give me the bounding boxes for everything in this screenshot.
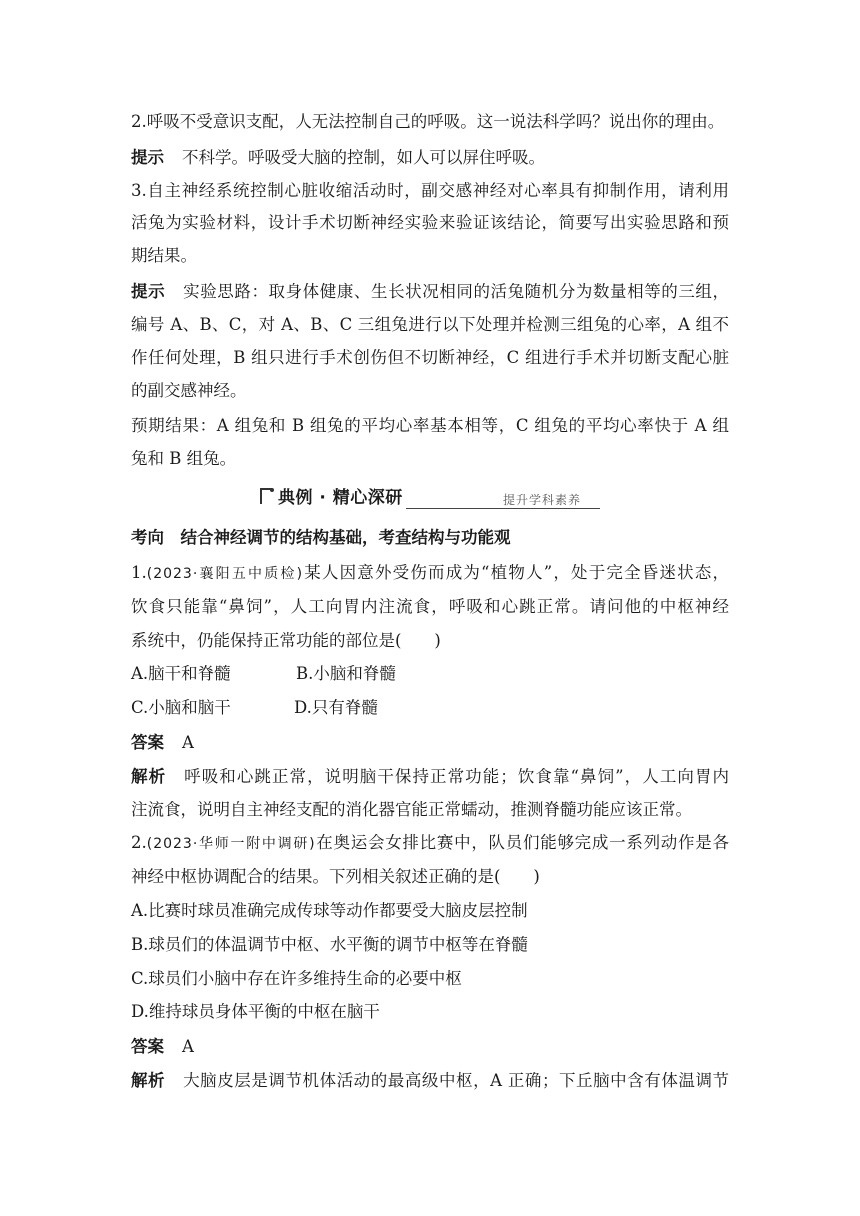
answer-label: 答案 [131, 1037, 164, 1056]
banner-underline [406, 508, 600, 509]
option-b: B.小脑和脊髓 [296, 664, 396, 683]
option-d: D.维持球员身体平衡的中枢在脑干 [131, 1002, 380, 1021]
banner-dot-icon [270, 488, 274, 492]
hint-3-line: 作任何处理，B 组只进行手术创伤但不切断神经，C 组进行手术并切断支配心脏 [131, 348, 729, 367]
section-banner [258, 482, 600, 510]
example-1-options-row [131, 698, 378, 718]
question-3-line: 活兔为实验材料，设计手术切断神经实验来验证该结论，简要写出实验思路和预 [131, 213, 729, 232]
hint-2-text: 不科学。呼吸受大脑的控制，如人可以屏住呼吸。 [182, 148, 545, 167]
option-d: D.只有脊髓 [294, 698, 378, 717]
question-3-line: 3.自主神经系统控制心脏收缩活动时，副交感神经对心率具有抑制作用，请利用 [131, 181, 729, 200]
question-2-text: 2.呼吸不受意识支配，人无法控制自己的呼吸。这一说法科学吗？说出你的理由。 [131, 112, 725, 131]
hint-3-text: 实验思路：取身体健康、生长状况相同的活兔随机分为数量相等的三组， [183, 282, 730, 301]
analysis-text: 呼吸和心跳正常，说明脑干保持正常功能；饮食靠“鼻饲”，人工向胃内 [184, 767, 730, 786]
example-2-line: 神经中枢协调配合的结果。下列相关叙述正确的是( ) [131, 867, 540, 886]
option-a: A.比赛时球员准确完成传球等动作都要受大脑皮层控制 [131, 901, 528, 920]
section-title: 典例 · 精心深研 [278, 488, 403, 508]
analysis-label: 解析 [131, 767, 167, 786]
answer-value: A [182, 1037, 194, 1056]
example-2-number: 2. [131, 833, 147, 852]
expected-result-line: 预期结果：A 组兔和 B 组兔的平均心率基本相等，C 组兔的平均心率快于 A 组 [131, 416, 729, 435]
topic-heading: 考向 结合神经调节的结构基础，考查结构与功能观 [131, 528, 511, 547]
example-1-stem: 某人因意外受伤而成为“植物人”，处于完全昏迷状态， [303, 563, 729, 582]
hint-label: 提示 [131, 148, 164, 167]
option-a: A.脑干和脊髓 [131, 664, 231, 683]
example-1-line: 系统中，仍能保持正常功能的部位是( ) [131, 631, 441, 650]
hint-3-line: 的副交感神经。 [131, 381, 247, 400]
example-1-analysis [131, 767, 729, 787]
example-1-first-line [131, 563, 729, 584]
answer-label: 答案 [131, 733, 164, 752]
example-1-options-row [131, 664, 396, 684]
banner-bracket-icon [258, 484, 272, 506]
hint-3-line: 编号 A、B、C，对 A、B、C 三组兔进行以下处理并检测三组兔的心率，A 组不 [131, 315, 729, 334]
expected-result-line: 兔和 B 组兔。 [131, 449, 237, 468]
hint-3-first-line [131, 282, 729, 302]
option-c: C.球员们小脑中存在许多维持生命的必要中枢 [131, 969, 462, 988]
analysis-text: 大脑皮层是调节机体活动的最高级中枢，A 正确；下丘脑中含有体温调节 [183, 1071, 730, 1090]
example-1-number: 1. [131, 563, 147, 582]
hint-2 [131, 148, 545, 168]
example-1-answer [131, 733, 194, 753]
example-2-answer [131, 1037, 194, 1057]
example-2-source: (2023·华师一附中调研) [146, 836, 316, 852]
example-2-analysis [131, 1071, 729, 1091]
example-1-line: 饮食只能靠“鼻饲”，人工向胃内注流食，呼吸和心跳正常。请问他的中枢神经 [131, 597, 729, 616]
example-2-stem: 在奥运会女排比赛中，队员们能够完成一系列动作是各 [315, 833, 729, 852]
analysis-label: 解析 [131, 1071, 166, 1090]
option-c: C.小脑和脑干 [131, 698, 231, 717]
hint-label: 提示 [131, 282, 166, 301]
example-2-first-line [131, 833, 729, 854]
option-b: B.球员们的体温调节中枢、水平衡的调节中枢等在脊髓 [131, 935, 528, 954]
example-1-analysis-line: 注流食，说明自主神经支配的消化器官能正常蠕动，推测脊髓功能应该正常。 [131, 800, 692, 819]
section-subtitle: 提升学科素养 [503, 493, 582, 507]
answer-value: A [182, 733, 194, 752]
example-1-source: (2023·襄阳五中质检) [146, 566, 304, 582]
question-3-line: 期结果。 [131, 246, 197, 265]
